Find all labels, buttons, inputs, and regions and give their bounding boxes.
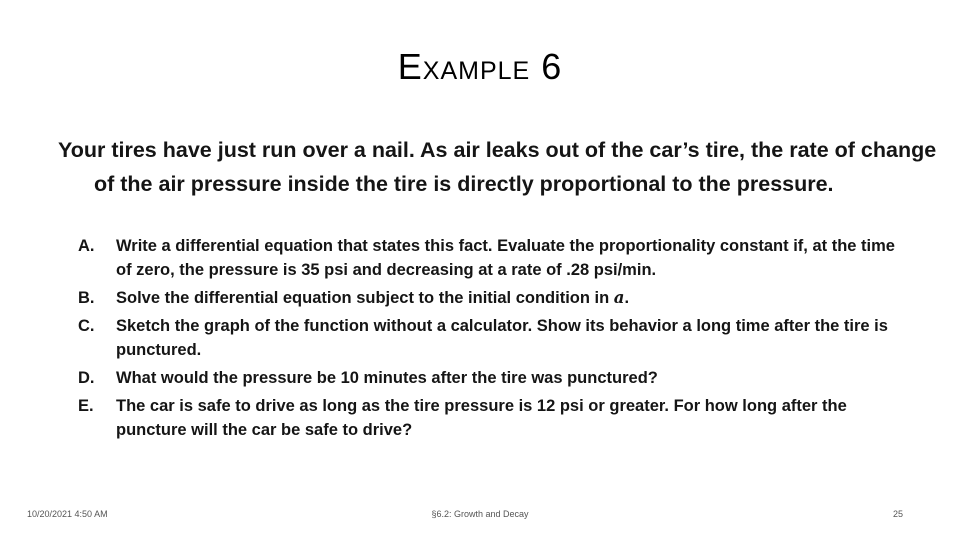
footer-date: 10/20/2021 4:50 AM <box>27 509 108 519</box>
part-text: What would the pressure be 10 minutes after the tire was punctured? <box>116 369 658 387</box>
part-text: Write a differential equation that states this fact. Evaluate the proportionality constant if, at the time of zero, the pressure is 35 psi and decreasing at a rate of .28 psi/min. <box>116 237 895 279</box>
footer-section: §6.2: Growth and Decay <box>431 509 529 519</box>
math-variable: a <box>613 288 625 307</box>
part-e <box>78 394 908 442</box>
part-c <box>78 314 908 362</box>
part-d <box>78 366 908 390</box>
part-text: Solve the differential equation subject to the initial condition in <box>116 289 614 307</box>
footer-page-number: 25 <box>892 509 903 519</box>
part-letter: A. <box>78 237 95 255</box>
problem-intro: Your tires have just run over a nail. As air leaks out of the car’s tire, the rate of change of the air pressure inside the tire is directly proportional to the pressure. <box>58 138 937 196</box>
part-text: The car is safe to drive as long as the tire pressure is 12 psi or greater. For how long after the puncture will the car be safe to drive? <box>116 397 847 439</box>
part-text: Sketch the graph of the function without a calculator. Show its behavior a long time after the tire is punctured. <box>116 317 888 359</box>
part-letter: B. <box>78 289 95 307</box>
part-a <box>78 234 908 282</box>
problem-parts-list <box>78 234 908 446</box>
part-b <box>78 286 908 310</box>
part-text-end: . <box>624 289 630 307</box>
part-letter: C. <box>78 317 95 335</box>
part-letter: E. <box>78 397 94 415</box>
slide-title: Example 6 <box>397 46 563 87</box>
part-letter: D. <box>78 369 95 387</box>
